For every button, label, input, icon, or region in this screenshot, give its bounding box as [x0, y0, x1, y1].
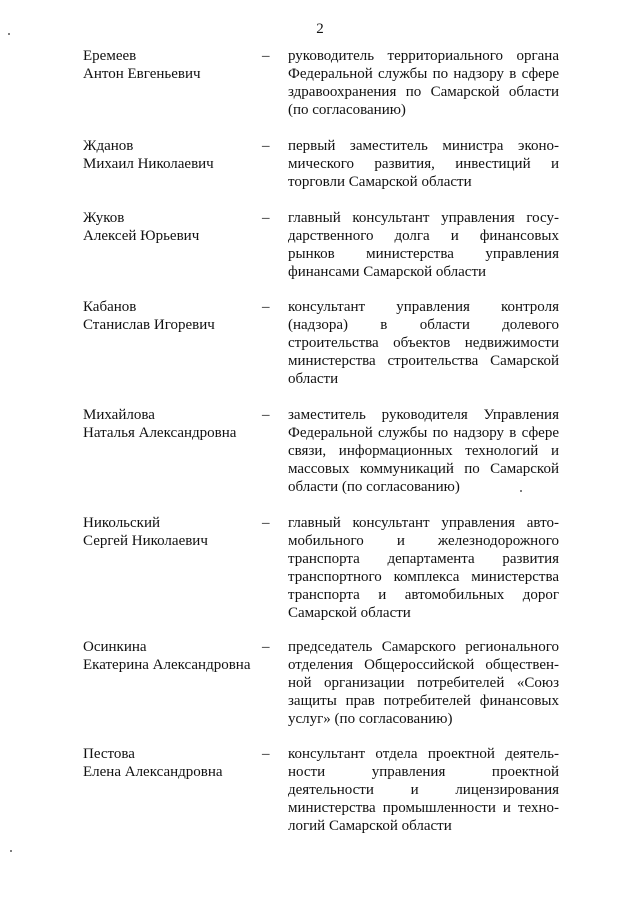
- member-surname: Осинкина: [83, 639, 147, 655]
- member-given-name: Екатерина Александровна: [83, 657, 251, 673]
- member-name: [83, 638, 258, 674]
- position-line: ности управления проектной: [288, 764, 559, 780]
- member-position: [288, 137, 559, 191]
- member-surname: Жданов: [83, 138, 134, 154]
- page-number: 2: [316, 21, 324, 37]
- member-name: [83, 745, 258, 781]
- member-surname: Жуков: [83, 210, 125, 226]
- scan-speck: [10, 850, 12, 852]
- position-line: массовых коммуникаций по Самарской: [288, 461, 559, 477]
- position-line: мобильного и железнодорожного: [288, 533, 559, 549]
- position-line: (надзора) в области долевого: [288, 317, 559, 333]
- position-line: торговли Самарской области: [288, 174, 472, 190]
- member-name: [83, 514, 258, 550]
- member-name: [83, 47, 258, 83]
- position-line: связи, информационных технологий и: [288, 443, 559, 459]
- position-line: дарственного долга и финансовых: [288, 228, 559, 244]
- member-name: [83, 298, 258, 334]
- separator-dash: –: [262, 639, 270, 655]
- position-line: рынков министерства управления: [288, 246, 559, 262]
- position-line: Федеральной службы по надзору в сфере: [288, 66, 559, 82]
- scan-speck: [8, 33, 10, 35]
- position-line: председатель Самарского регионального: [288, 639, 559, 655]
- position-line: руководитель территориального органа: [288, 48, 559, 64]
- position-line: Самарской области: [288, 605, 411, 621]
- separator-dash: –: [262, 48, 270, 64]
- member-position: [288, 638, 559, 728]
- position-line: транспорта и автомобильных дорог: [288, 587, 559, 603]
- member-surname: Еремеев: [83, 48, 137, 64]
- scan-speck: [520, 490, 522, 492]
- separator-dash: –: [262, 210, 270, 226]
- position-line: Федеральной службы по надзору в сфере: [288, 425, 559, 441]
- separator-dash: –: [262, 407, 270, 423]
- position-line: здравоохранения по Самарской области: [288, 84, 559, 100]
- member-surname: Пестова: [83, 746, 135, 762]
- member-name: [83, 406, 258, 442]
- member-position: [288, 745, 559, 835]
- position-line: логий Самарской области: [288, 818, 452, 834]
- position-line: главный консультант управления госу-: [288, 210, 559, 226]
- member-surname: Никольский: [83, 515, 161, 531]
- position-line: мического развития, инвестиций и: [288, 156, 559, 172]
- position-line: (по согласованию): [288, 102, 406, 118]
- position-line: консультант отдела проектной деятель-: [288, 746, 559, 762]
- position-line: защиты прав потребителей финансовых: [288, 693, 559, 709]
- member-position: [288, 406, 559, 496]
- member-position: [288, 298, 559, 388]
- member-surname: Михайлова: [83, 407, 155, 423]
- position-line: финансами Самарской области: [288, 264, 487, 280]
- member-given-name: Алексей Юрьевич: [83, 228, 200, 244]
- separator-dash: –: [262, 299, 270, 315]
- position-line: области (по согласованию): [288, 479, 460, 495]
- member-given-name: Михаил Николаевич: [83, 156, 214, 172]
- member-position: [288, 514, 559, 622]
- position-line: транспорта департамента развития: [288, 551, 559, 567]
- member-given-name: Сергей Николаевич: [83, 533, 208, 549]
- member-given-name: Станислав Игоревич: [83, 317, 215, 333]
- member-given-name: Наталья Александровна: [83, 425, 237, 441]
- member-position: [288, 47, 559, 119]
- separator-dash: –: [262, 746, 270, 762]
- member-name: [83, 209, 258, 245]
- position-line: первый заместитель министра эконо-: [288, 138, 559, 154]
- member-surname: Кабанов: [83, 299, 137, 315]
- position-line: деятельности и лицензирования: [288, 782, 559, 798]
- position-line: транспортного комплекса министерства: [288, 569, 559, 585]
- position-line: строительства объектов недвижимости: [288, 335, 559, 351]
- position-line: министерства строительства Самарской: [288, 353, 559, 369]
- position-line: отделения Общероссийской обществен-: [288, 657, 559, 673]
- separator-dash: –: [262, 138, 270, 154]
- member-position: [288, 209, 559, 281]
- position-line: консультант управления контроля: [288, 299, 559, 315]
- member-name: [83, 137, 258, 173]
- position-line: ной организации потребителей «Союз: [288, 675, 559, 691]
- position-line: главный консультант управления авто-: [288, 515, 559, 531]
- member-given-name: Антон Евгеньевич: [83, 66, 201, 82]
- position-line: заместитель руководителя Управления: [288, 407, 559, 423]
- position-line: области: [288, 371, 339, 387]
- position-line: услуг» (по согласованию): [288, 711, 453, 727]
- separator-dash: –: [262, 515, 270, 531]
- position-line: министерства промышленности и техно-: [288, 800, 559, 816]
- member-given-name: Елена Александровна: [83, 764, 223, 780]
